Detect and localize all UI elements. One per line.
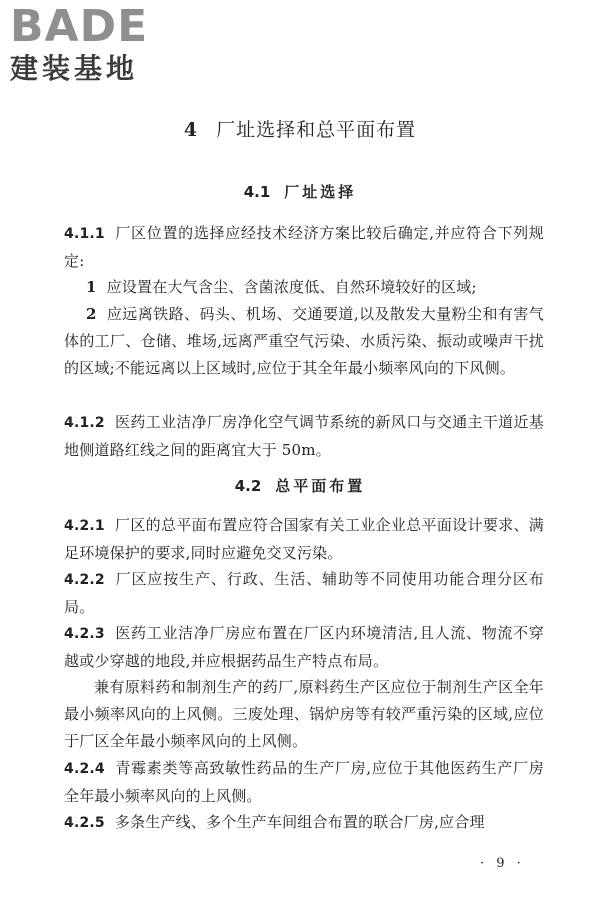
clause-text: 厂区的总平面布置应符合国家有关工业企业总平面设计要求、满足环境保护的要求,同时应避免交叉污染。 — [64, 516, 544, 562]
chapter-number: 4 — [183, 119, 199, 141]
clause-text: 厂区位置的选择应经技术经济方案比较后确定,并应符合下列规定: — [64, 224, 544, 270]
clause-text: 医药工业洁净厂房净化空气调节系统的新风口与交通主干道近基地侧道路红线之间的距离宜大于 50m。 — [64, 413, 544, 459]
clause-text: 厂区应按生产、行政、生活、辅助等不同使用功能合理分区布局。 — [64, 570, 544, 616]
clause-text: 青霉素类等高致敏性药品的生产厂房,应位于其他医药生产厂房全年最小频率风向的上风侧。 — [64, 759, 544, 805]
clause-number: 4.2.1 — [64, 518, 105, 534]
clause-4-1-1-item-1 — [64, 274, 544, 301]
clause-number: 4.1.2 — [64, 415, 105, 431]
paragraph-text: 兼有原料药和制剂生产的药厂,原料药生产区应位于制剂生产区全年最小频率风向的上风侧。三废处理、锅炉房等有较严重污染的区域,应位于厂区全年最小频率风向的上风侧。 — [64, 678, 544, 750]
section-title-text: 总平面布置 — [275, 477, 366, 495]
logo-wordmark: BADE — [10, 1, 149, 52]
item-text: 应远离铁路、码头、机场、交通要道,以及散发大量粉尘和有害气体的工厂、仓储、堆场,远离严重空气污染、水质污染、振动或噪声干扰的区域;不能远离以上区域时,应位于其全年最小频率风向的下风侧。 — [64, 305, 544, 377]
clause-4-1-2 — [64, 409, 544, 464]
clause-4-2-1 — [64, 512, 544, 567]
clause-4-1-1 — [64, 220, 544, 275]
clause-4-2-3-continued — [64, 674, 544, 755]
section-number: 4.1 — [243, 183, 271, 201]
clause-text: 多条生产线、多个生产车间组合布置的联合厂房,应合理 — [114, 813, 485, 831]
section-title-4-2 — [0, 474, 600, 498]
chapter-title-text: 厂址选择和总平面布置 — [216, 119, 417, 141]
section-title-4-1 — [0, 180, 600, 204]
page-number: · 9 · — [480, 856, 525, 871]
clause-number: 4.2.2 — [64, 572, 105, 588]
section-number: 4.2 — [234, 477, 262, 495]
logo-subtitle: 建装基地 — [10, 52, 139, 85]
clause-number: 4.2.4 — [64, 761, 105, 777]
clause-number: 4.2.5 — [64, 815, 105, 831]
bade-logo — [10, 2, 180, 92]
clause-4-2-2 — [64, 566, 544, 621]
clause-4-2-3 — [64, 620, 544, 675]
clause-4-2-4 — [64, 755, 544, 810]
clause-4-2-5 — [64, 809, 544, 837]
chapter-title — [0, 116, 600, 144]
item-number: 1 — [86, 278, 97, 296]
clause-text: 医药工业洁净厂房应布置在厂区内环境清洁,且人流、物流不穿越或少穿越的地段,并应根据药品生产特点布局。 — [64, 624, 544, 670]
clause-number: 4.2.3 — [64, 626, 105, 642]
item-number: 2 — [86, 305, 97, 323]
section-title-text: 厂址选择 — [284, 183, 357, 201]
clause-4-1-1-item-2 — [64, 301, 544, 382]
clause-number: 4.1.1 — [64, 226, 105, 242]
item-text: 应设置在大气含尘、含菌浓度低、自然环境较好的区域; — [106, 278, 477, 296]
